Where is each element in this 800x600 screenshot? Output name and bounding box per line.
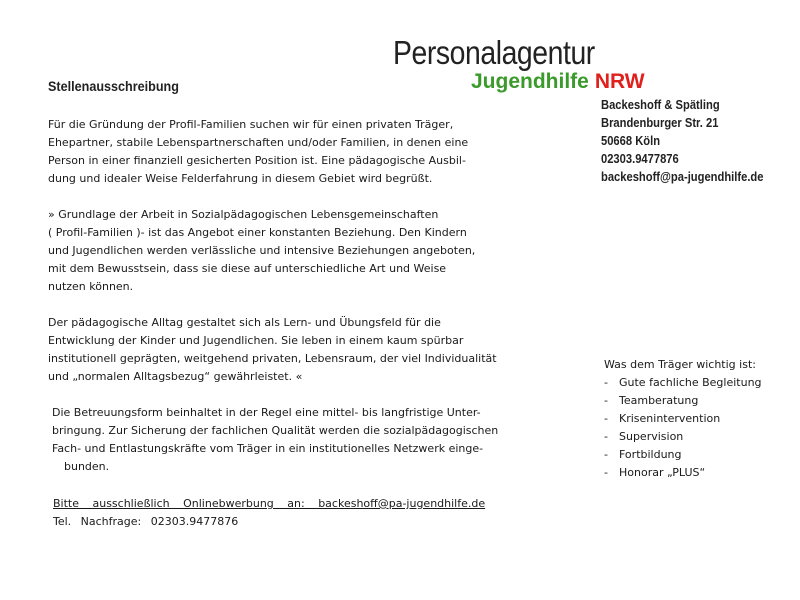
text-line: Fach- und Entlastungskräfte vom Träger in ein institutionelles Netzwerk einge- (52, 442, 484, 455)
list-item (604, 392, 762, 410)
contact-street: Brandenburger Str. 21 (601, 115, 719, 130)
text-line: nutzen können. (48, 280, 134, 293)
list-item (604, 410, 762, 428)
text-line: institutionell geprägten, weitgehend privaten, Lebensraum, der viel Individualität (48, 352, 497, 365)
text-line: dung und idealer Weise Felderfahrung in diesem Gebiet wird begrüßt. (48, 172, 433, 185)
list-item-label: Fortbildung (619, 448, 682, 461)
inquiry-phone: Tel. Nachfrage: 02303.9477876 (53, 515, 239, 528)
contact-company: Backeshoff & Spätling (601, 97, 720, 112)
concept-paragraph (48, 206, 552, 296)
list-item-label: Honorar „PLUS“ (619, 466, 706, 479)
requirements-sidebar (604, 356, 762, 482)
list-item-label: Krisenintervention (619, 412, 721, 425)
logo-region: NRW (594, 70, 645, 93)
text-line: und „normalen Alltagsbezug“ gewährleistet. « (48, 370, 303, 383)
contact-phone: 02303.9477876 (601, 151, 679, 166)
list-item-label: Gute fachliche Begleitung (619, 376, 762, 389)
list-item (604, 446, 762, 464)
page-heading: Stellenausschreibung (48, 78, 179, 94)
text-line: und Jugendlichen werden verlässliche und intensive Beziehungen angeboten, (48, 244, 476, 257)
intro-paragraph (48, 116, 552, 188)
text-line: mit dem Bewusstsein, dass sie diese auf unterschiedliche Art und Weise (48, 262, 447, 275)
sidebar-heading: Was dem Träger wichtig ist: (604, 358, 756, 371)
logo-title: Personalagentur (393, 34, 595, 71)
list-item (604, 464, 762, 482)
logo-jugendhilfe: Jugendhilfe (471, 70, 589, 93)
bullet-dash: - (604, 466, 608, 479)
contact-block (601, 96, 763, 186)
text-line: Ehepartner, stabile Lebenspartnerschaften und/oder Familien, in denen eine (48, 136, 469, 149)
care-form-paragraph (52, 404, 557, 476)
text-line: ( Profil-Familien )- ist das Angebot einer konstanten Beziehung. Den Kindern (48, 226, 467, 239)
text-line: bunden. (64, 460, 110, 473)
bullet-dash: - (604, 430, 608, 443)
requirements-list (604, 374, 762, 482)
bullet-dash: - (604, 394, 608, 407)
application-link[interactable]: Bitte ausschließlich Onlinebwerbung an: backeshoff@pa-jugendhilfe.de (53, 497, 486, 510)
text-line: Entwicklung der Kinder und Jugendlichen. Sie leben in einem kaum spürbar (48, 334, 464, 347)
contact-city: 50668 Köln (601, 133, 661, 148)
application-info (53, 495, 485, 531)
text-line: Für die Gründung der Profil-Familien suchen wir für einen privaten Träger, (48, 118, 454, 131)
everyday-paragraph (48, 314, 552, 386)
contact-email[interactable]: backeshoff@pa-jugendhilfe.de (601, 169, 764, 184)
text-line: Person in einer finanziell gesicherten Position ist. Eine pädagogische Ausbil- (48, 154, 466, 167)
bullet-dash: - (604, 412, 608, 425)
list-item-label: Supervision (619, 430, 684, 443)
text-line: Der pädagogische Alltag gestaltet sich als Lern- und Übungsfeld für die (48, 316, 441, 329)
logo-subtitle (471, 70, 645, 94)
text-line: » Grundlage der Arbeit in Sozialpädagogischen Lebensgemeinschaften (48, 208, 439, 221)
list-item-label: Teamberatung (619, 394, 699, 407)
text-line: bringung. Zur Sicherung der fachlichen Qualität werden die sozialpädagogischen (52, 424, 499, 437)
bullet-dash: - (604, 376, 608, 389)
list-item (604, 374, 762, 392)
text-line: Die Betreuungsform beinhaltet in der Regel eine mittel- bis langfristige Unter- (52, 406, 481, 419)
bullet-dash: - (604, 448, 608, 461)
list-item (604, 428, 762, 446)
